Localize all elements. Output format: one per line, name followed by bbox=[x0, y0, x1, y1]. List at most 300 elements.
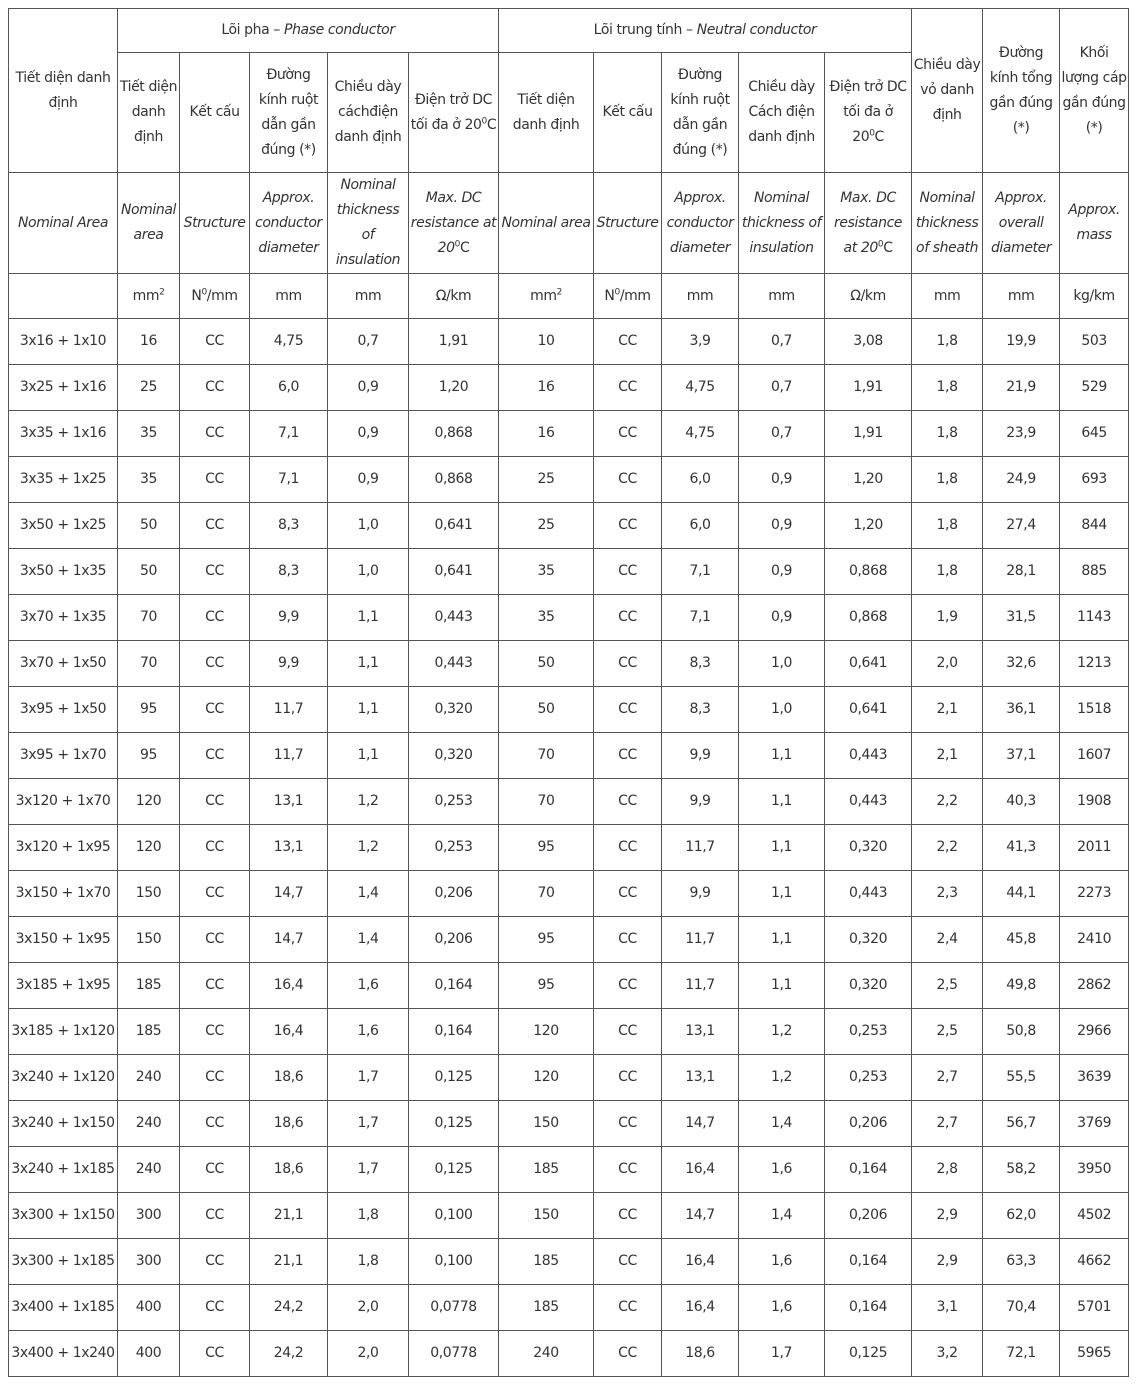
cell-overall-diameter: 72,1 bbox=[983, 1331, 1060, 1377]
cell-overall-diameter: 23,9 bbox=[983, 411, 1060, 457]
cell-sheath-thickness: 1,8 bbox=[912, 503, 983, 549]
cell-phase-insulation: 0,9 bbox=[328, 365, 409, 411]
cell-phase-insulation: 0,9 bbox=[328, 457, 409, 503]
cell-neutral-area: 185 bbox=[499, 1285, 594, 1331]
cell-neutral-insulation: 0,9 bbox=[739, 457, 825, 503]
cell-overall-diameter: 36,1 bbox=[983, 687, 1060, 733]
cell-phase-area: 70 bbox=[118, 641, 180, 687]
table-row bbox=[9, 1147, 1129, 1193]
cell-cable-size: 3x35 + 1x25 bbox=[9, 457, 118, 503]
table-row bbox=[9, 1101, 1129, 1147]
header-phase-diameter-en: Approx. conductor diameter bbox=[250, 173, 328, 274]
table-row bbox=[9, 733, 1129, 779]
cell-mass: 885 bbox=[1060, 549, 1129, 595]
cell-cable-size: 3x70 + 1x35 bbox=[9, 595, 118, 641]
cell-overall-diameter: 49,8 bbox=[983, 963, 1060, 1009]
cell-mass: 1213 bbox=[1060, 641, 1129, 687]
header-mass-en: Approx. mass bbox=[1060, 173, 1129, 274]
cell-sheath-thickness: 1,8 bbox=[912, 457, 983, 503]
cell-neutral-insulation: 0,9 bbox=[739, 503, 825, 549]
cell-neutral-structure: CC bbox=[594, 411, 662, 457]
header-neutral-diameter-vi: Đường kính ruột dẫn gần đúng (*) bbox=[662, 53, 739, 173]
cell-mass: 5965 bbox=[1060, 1331, 1129, 1377]
cell-mass: 503 bbox=[1060, 319, 1129, 365]
unit-neutral-insulation: mm bbox=[739, 274, 825, 319]
cell-phase-resistance: 0,320 bbox=[409, 733, 499, 779]
cell-phase-diameter: 8,3 bbox=[250, 503, 328, 549]
cell-phase-resistance: 0,641 bbox=[409, 549, 499, 595]
cell-neutral-diameter: 18,6 bbox=[662, 1331, 739, 1377]
table-row bbox=[9, 1285, 1129, 1331]
cell-mass: 1143 bbox=[1060, 595, 1129, 641]
cell-neutral-area: 50 bbox=[499, 641, 594, 687]
cell-neutral-diameter: 8,3 bbox=[662, 687, 739, 733]
cell-neutral-resistance: 0,443 bbox=[825, 871, 912, 917]
cell-cable-size: 3x50 + 1x25 bbox=[9, 503, 118, 549]
cell-phase-structure: CC bbox=[180, 1239, 250, 1285]
cell-mass: 645 bbox=[1060, 411, 1129, 457]
cell-phase-resistance: 0,100 bbox=[409, 1193, 499, 1239]
cell-phase-structure: CC bbox=[180, 963, 250, 1009]
cell-phase-resistance: 0,206 bbox=[409, 871, 499, 917]
cell-neutral-area: 35 bbox=[499, 595, 594, 641]
cell-neutral-diameter: 7,1 bbox=[662, 549, 739, 595]
cell-phase-diameter: 8,3 bbox=[250, 549, 328, 595]
cell-phase-diameter: 9,9 bbox=[250, 641, 328, 687]
cell-neutral-structure: CC bbox=[594, 687, 662, 733]
cell-neutral-structure: CC bbox=[594, 503, 662, 549]
cell-neutral-insulation: 0,7 bbox=[739, 319, 825, 365]
cell-mass: 3769 bbox=[1060, 1101, 1129, 1147]
header-en-row bbox=[9, 173, 1129, 274]
header-phase-insulation-en: Nominal thickness of insulation bbox=[328, 173, 409, 274]
cell-neutral-insulation: 1,1 bbox=[739, 779, 825, 825]
header-area-vi: Tiết diện danh định bbox=[9, 9, 118, 173]
cell-phase-resistance: 0,0778 bbox=[409, 1331, 499, 1377]
cell-phase-insulation: 1,7 bbox=[328, 1101, 409, 1147]
table-row bbox=[9, 963, 1129, 1009]
cell-neutral-resistance: 0,125 bbox=[825, 1331, 912, 1377]
cell-phase-resistance: 0,0778 bbox=[409, 1285, 499, 1331]
cell-neutral-structure: CC bbox=[594, 1285, 662, 1331]
cell-neutral-resistance: 0,253 bbox=[825, 1055, 912, 1101]
cell-cable-size: 3x150 + 1x70 bbox=[9, 871, 118, 917]
cell-neutral-resistance: 0,164 bbox=[825, 1239, 912, 1285]
cell-cable-size: 3x120 + 1x70 bbox=[9, 779, 118, 825]
cell-overall-diameter: 58,2 bbox=[983, 1147, 1060, 1193]
table-row bbox=[9, 871, 1129, 917]
cell-phase-structure: CC bbox=[180, 871, 250, 917]
cell-phase-diameter: 14,7 bbox=[250, 917, 328, 963]
cell-phase-structure: CC bbox=[180, 1101, 250, 1147]
unit-phase-diameter: mm bbox=[250, 274, 328, 319]
cell-neutral-structure: CC bbox=[594, 1055, 662, 1101]
cell-sheath-thickness: 3,1 bbox=[912, 1285, 983, 1331]
cell-neutral-insulation: 1,1 bbox=[739, 733, 825, 779]
cell-phase-insulation: 1,6 bbox=[328, 963, 409, 1009]
header-phase-area-vi: Tiết diện danh định bbox=[118, 53, 180, 173]
cell-overall-diameter: 24,9 bbox=[983, 457, 1060, 503]
cell-neutral-insulation: 1,6 bbox=[739, 1285, 825, 1331]
cell-phase-resistance: 0,125 bbox=[409, 1055, 499, 1101]
table-row bbox=[9, 457, 1129, 503]
cell-sheath-thickness: 2,2 bbox=[912, 779, 983, 825]
cell-cable-size: 3x70 + 1x50 bbox=[9, 641, 118, 687]
cell-neutral-diameter: 16,4 bbox=[662, 1239, 739, 1285]
cell-phase-structure: CC bbox=[180, 549, 250, 595]
cell-cable-size: 3x95 + 1x50 bbox=[9, 687, 118, 733]
cell-neutral-area: 25 bbox=[499, 503, 594, 549]
header-phase-diameter-vi: Đường kính ruột dẫn gần đúng (*) bbox=[250, 53, 328, 173]
cell-neutral-area: 150 bbox=[499, 1101, 594, 1147]
cell-neutral-diameter: 9,9 bbox=[662, 779, 739, 825]
cell-mass: 3639 bbox=[1060, 1055, 1129, 1101]
cell-phase-area: 400 bbox=[118, 1285, 180, 1331]
unit-phase-structure: $N^0/mm$ bbox=[180, 274, 250, 319]
cell-phase-diameter: 13,1 bbox=[250, 825, 328, 871]
cell-overall-diameter: 70,4 bbox=[983, 1285, 1060, 1331]
cell-sheath-thickness: 2,0 bbox=[912, 641, 983, 687]
cell-neutral-insulation: 1,4 bbox=[739, 1193, 825, 1239]
table-row bbox=[9, 411, 1129, 457]
header-phase-resistance-vi: Điện trở DC tối đa ở $20^0C$ bbox=[409, 53, 499, 173]
cell-overall-diameter: 40,3 bbox=[983, 779, 1060, 825]
cell-overall-diameter: 21,9 bbox=[983, 365, 1060, 411]
cell-cable-size: 3x150 + 1x95 bbox=[9, 917, 118, 963]
cell-phase-structure: CC bbox=[180, 825, 250, 871]
cell-phase-resistance: 0,253 bbox=[409, 825, 499, 871]
cell-neutral-diameter: 3,9 bbox=[662, 319, 739, 365]
cell-neutral-structure: CC bbox=[594, 1331, 662, 1377]
cell-phase-resistance: 0,164 bbox=[409, 963, 499, 1009]
cell-neutral-diameter: 9,9 bbox=[662, 733, 739, 779]
cell-phase-diameter: 4,75 bbox=[250, 319, 328, 365]
cell-phase-structure: CC bbox=[180, 1285, 250, 1331]
cell-phase-area: 95 bbox=[118, 733, 180, 779]
cell-neutral-resistance: 0,320 bbox=[825, 917, 912, 963]
cell-phase-resistance: 0,443 bbox=[409, 595, 499, 641]
cell-neutral-insulation: 1,7 bbox=[739, 1331, 825, 1377]
table-row bbox=[9, 503, 1129, 549]
cell-neutral-resistance: 1,20 bbox=[825, 503, 912, 549]
cell-phase-area: 95 bbox=[118, 687, 180, 733]
cell-neutral-area: 120 bbox=[499, 1055, 594, 1101]
cell-phase-area: 150 bbox=[118, 871, 180, 917]
cell-cable-size: 3x240 + 1x185 bbox=[9, 1147, 118, 1193]
cell-cable-size: 3x50 + 1x35 bbox=[9, 549, 118, 595]
cell-neutral-insulation: 1,4 bbox=[739, 1101, 825, 1147]
cell-neutral-area: 70 bbox=[499, 733, 594, 779]
cell-neutral-diameter: 11,7 bbox=[662, 825, 739, 871]
cell-mass: 2966 bbox=[1060, 1009, 1129, 1055]
cell-phase-area: 240 bbox=[118, 1147, 180, 1193]
cell-neutral-insulation: 1,2 bbox=[739, 1009, 825, 1055]
cell-phase-insulation: 2,0 bbox=[328, 1285, 409, 1331]
cell-phase-area: 70 bbox=[118, 595, 180, 641]
cell-phase-insulation: 1,4 bbox=[328, 871, 409, 917]
header-neutral-resistance-vi: Điện trở DC tối đa ở $20^0C$ bbox=[825, 53, 912, 173]
cell-phase-resistance: 0,443 bbox=[409, 641, 499, 687]
cell-neutral-structure: CC bbox=[594, 365, 662, 411]
cell-neutral-resistance: 0,320 bbox=[825, 825, 912, 871]
cell-cable-size: 3x120 + 1x95 bbox=[9, 825, 118, 871]
cell-neutral-insulation: 1,0 bbox=[739, 641, 825, 687]
unit-neutral-resistance: Ω/km bbox=[825, 274, 912, 319]
cell-neutral-diameter: 13,1 bbox=[662, 1055, 739, 1101]
cell-mass: 2011 bbox=[1060, 825, 1129, 871]
cell-phase-resistance: 1,20 bbox=[409, 365, 499, 411]
cell-phase-insulation: 1,2 bbox=[328, 779, 409, 825]
table-row bbox=[9, 1239, 1129, 1285]
cell-cable-size: 3x240 + 1x120 bbox=[9, 1055, 118, 1101]
header-neutral-insulation-en: Nominal thickness of insulation bbox=[739, 173, 825, 274]
table-row bbox=[9, 917, 1129, 963]
header-neutral-area-en: Nominal area bbox=[499, 173, 594, 274]
unit-phase-resistance: Ω/km bbox=[409, 274, 499, 319]
cell-phase-insulation: 1,7 bbox=[328, 1147, 409, 1193]
cell-neutral-resistance: 0,253 bbox=[825, 1009, 912, 1055]
cell-overall-diameter: 31,5 bbox=[983, 595, 1060, 641]
cell-neutral-resistance: 0,206 bbox=[825, 1193, 912, 1239]
table-row bbox=[9, 1193, 1129, 1239]
table-row bbox=[9, 687, 1129, 733]
cell-sheath-thickness: 2,9 bbox=[912, 1193, 983, 1239]
header-phase-structure-vi: Kết cấu bbox=[180, 53, 250, 173]
cell-neutral-diameter: 9,9 bbox=[662, 871, 739, 917]
header-mass-vi: Khối lượng cáp gần đúng (*) bbox=[1060, 9, 1129, 173]
cell-sheath-thickness: 2,7 bbox=[912, 1101, 983, 1147]
cable-spec-table-container bbox=[8, 8, 1129, 1377]
cell-sheath-thickness: 2,1 bbox=[912, 687, 983, 733]
cell-sheath-thickness: 1,8 bbox=[912, 365, 983, 411]
cell-sheath-thickness: 2,3 bbox=[912, 871, 983, 917]
cell-cable-size: 3x400 + 1x185 bbox=[9, 1285, 118, 1331]
header-phase-area-en: Nominal area bbox=[118, 173, 180, 274]
cell-cable-size: 3x300 + 1x185 bbox=[9, 1239, 118, 1285]
cell-neutral-insulation: 1,2 bbox=[739, 1055, 825, 1101]
cell-overall-diameter: 28,1 bbox=[983, 549, 1060, 595]
table-row bbox=[9, 1055, 1129, 1101]
cell-phase-diameter: 18,6 bbox=[250, 1055, 328, 1101]
table-row bbox=[9, 365, 1129, 411]
cell-sheath-thickness: 2,5 bbox=[912, 1009, 983, 1055]
cell-phase-structure: CC bbox=[180, 319, 250, 365]
cell-neutral-resistance: 0,868 bbox=[825, 549, 912, 595]
cell-phase-area: 35 bbox=[118, 411, 180, 457]
cell-phase-area: 120 bbox=[118, 779, 180, 825]
table-row bbox=[9, 825, 1129, 871]
cell-overall-diameter: 45,8 bbox=[983, 917, 1060, 963]
cell-phase-resistance: 0,125 bbox=[409, 1101, 499, 1147]
cell-phase-area: 240 bbox=[118, 1101, 180, 1147]
cell-phase-insulation: 0,7 bbox=[328, 319, 409, 365]
header-units-row bbox=[9, 274, 1129, 319]
header-phase-structure-en: Structure bbox=[180, 173, 250, 274]
cell-overall-diameter: 62,0 bbox=[983, 1193, 1060, 1239]
cell-phase-area: 35 bbox=[118, 457, 180, 503]
cell-phase-diameter: 11,7 bbox=[250, 733, 328, 779]
cell-phase-diameter: 18,6 bbox=[250, 1147, 328, 1193]
cell-neutral-structure: CC bbox=[594, 917, 662, 963]
cell-phase-resistance: 1,91 bbox=[409, 319, 499, 365]
cell-overall-diameter: 63,3 bbox=[983, 1239, 1060, 1285]
cell-phase-insulation: 0,9 bbox=[328, 411, 409, 457]
cell-mass: 2410 bbox=[1060, 917, 1129, 963]
table-row bbox=[9, 319, 1129, 365]
cell-mass: 1607 bbox=[1060, 733, 1129, 779]
cell-neutral-area: 95 bbox=[499, 825, 594, 871]
cell-neutral-area: 95 bbox=[499, 963, 594, 1009]
cell-neutral-diameter: 4,75 bbox=[662, 411, 739, 457]
cell-neutral-area: 95 bbox=[499, 917, 594, 963]
cell-phase-structure: CC bbox=[180, 1331, 250, 1377]
cell-neutral-resistance: 0,443 bbox=[825, 779, 912, 825]
cell-neutral-structure: CC bbox=[594, 457, 662, 503]
cell-neutral-area: 70 bbox=[499, 871, 594, 917]
cell-neutral-diameter: 11,7 bbox=[662, 917, 739, 963]
header-neutral-resistance-en: Max. DC resistance at $20^0C$ bbox=[825, 173, 912, 274]
cell-neutral-resistance: 0,868 bbox=[825, 595, 912, 641]
cell-neutral-diameter: 16,4 bbox=[662, 1285, 739, 1331]
cell-phase-resistance: 0,164 bbox=[409, 1009, 499, 1055]
cell-phase-diameter: 24,2 bbox=[250, 1331, 328, 1377]
cell-neutral-insulation: 1,0 bbox=[739, 687, 825, 733]
header-overall-vi: Đường kính tổng gần đúng (*) bbox=[983, 9, 1060, 173]
header-neutral-area-vi: Tiết diện danh định bbox=[499, 53, 594, 173]
cell-cable-size: 3x16 + 1x10 bbox=[9, 319, 118, 365]
cell-phase-insulation: 1,0 bbox=[328, 549, 409, 595]
cell-neutral-diameter: 14,7 bbox=[662, 1193, 739, 1239]
cell-phase-insulation: 1,7 bbox=[328, 1055, 409, 1101]
cell-phase-diameter: 16,4 bbox=[250, 963, 328, 1009]
cell-neutral-structure: CC bbox=[594, 871, 662, 917]
cell-mass: 693 bbox=[1060, 457, 1129, 503]
cell-sheath-thickness: 2,1 bbox=[912, 733, 983, 779]
cell-cable-size: 3x35 + 1x16 bbox=[9, 411, 118, 457]
cell-neutral-resistance: 1,20 bbox=[825, 457, 912, 503]
unit-phase-insulation: mm bbox=[328, 274, 409, 319]
cell-phase-diameter: 11,7 bbox=[250, 687, 328, 733]
unit-neutral-diameter: mm bbox=[662, 274, 739, 319]
cell-neutral-resistance: 3,08 bbox=[825, 319, 912, 365]
cell-neutral-insulation: 0,7 bbox=[739, 365, 825, 411]
header-neutral-insulation-vi: Chiều dày Cách điện danh định bbox=[739, 53, 825, 173]
cell-overall-diameter: 37,1 bbox=[983, 733, 1060, 779]
cell-neutral-diameter: 6,0 bbox=[662, 503, 739, 549]
header-group-row bbox=[9, 9, 1129, 53]
table-row bbox=[9, 549, 1129, 595]
cell-neutral-diameter: 7,1 bbox=[662, 595, 739, 641]
cell-neutral-resistance: 1,91 bbox=[825, 365, 912, 411]
unit-neutral-structure: $N^0/mm$ bbox=[594, 274, 662, 319]
cell-neutral-area: 150 bbox=[499, 1193, 594, 1239]
cell-cable-size: 3x185 + 1x95 bbox=[9, 963, 118, 1009]
unit-phase-area: $mm^2$ bbox=[118, 274, 180, 319]
cell-phase-diameter: 18,6 bbox=[250, 1101, 328, 1147]
cell-phase-insulation: 1,6 bbox=[328, 1009, 409, 1055]
cell-sheath-thickness: 2,9 bbox=[912, 1239, 983, 1285]
cell-neutral-structure: CC bbox=[594, 825, 662, 871]
cell-phase-insulation: 2,0 bbox=[328, 1331, 409, 1377]
cell-neutral-resistance: 0,443 bbox=[825, 733, 912, 779]
cell-cable-size: 3x300 + 1x150 bbox=[9, 1193, 118, 1239]
cell-phase-resistance: 0,868 bbox=[409, 457, 499, 503]
header-phase-group: Lõi pha – Phase conductor bbox=[118, 9, 499, 53]
cell-neutral-insulation: 1,1 bbox=[739, 963, 825, 1009]
cell-phase-diameter: 7,1 bbox=[250, 411, 328, 457]
cell-phase-insulation: 1,8 bbox=[328, 1239, 409, 1285]
cell-phase-diameter: 9,9 bbox=[250, 595, 328, 641]
cell-phase-resistance: 0,206 bbox=[409, 917, 499, 963]
cell-neutral-diameter: 6,0 bbox=[662, 457, 739, 503]
unit-mass: kg/km bbox=[1060, 274, 1129, 319]
cell-neutral-area: 120 bbox=[499, 1009, 594, 1055]
cell-sheath-thickness: 1,8 bbox=[912, 319, 983, 365]
header-neutral-structure-vi: Kết cấu bbox=[594, 53, 662, 173]
cell-neutral-resistance: 0,641 bbox=[825, 687, 912, 733]
cell-sheath-thickness: 3,2 bbox=[912, 1331, 983, 1377]
cell-sheath-thickness: 1,8 bbox=[912, 549, 983, 595]
cell-neutral-area: 70 bbox=[499, 779, 594, 825]
header-neutral-structure-en: Structure bbox=[594, 173, 662, 274]
cell-sheath-thickness: 2,7 bbox=[912, 1055, 983, 1101]
cell-phase-area: 185 bbox=[118, 1009, 180, 1055]
cable-spec-table bbox=[8, 8, 1129, 1377]
cell-neutral-diameter: 8,3 bbox=[662, 641, 739, 687]
cell-phase-area: 300 bbox=[118, 1239, 180, 1285]
cell-phase-diameter: 7,1 bbox=[250, 457, 328, 503]
cell-phase-insulation: 1,2 bbox=[328, 825, 409, 871]
cell-overall-diameter: 41,3 bbox=[983, 825, 1060, 871]
cell-mass: 5701 bbox=[1060, 1285, 1129, 1331]
cell-phase-diameter: 21,1 bbox=[250, 1239, 328, 1285]
cell-phase-diameter: 16,4 bbox=[250, 1009, 328, 1055]
header-phase-insulation-vi: Chiều dày cáchđiện danh định bbox=[328, 53, 409, 173]
cell-phase-structure: CC bbox=[180, 503, 250, 549]
cell-neutral-area: 50 bbox=[499, 687, 594, 733]
cell-neutral-resistance: 0,164 bbox=[825, 1147, 912, 1193]
cell-neutral-structure: CC bbox=[594, 1101, 662, 1147]
table-row bbox=[9, 1331, 1129, 1377]
cell-phase-structure: CC bbox=[180, 917, 250, 963]
cell-neutral-insulation: 0,9 bbox=[739, 595, 825, 641]
table-row bbox=[9, 641, 1129, 687]
cell-neutral-area: 16 bbox=[499, 411, 594, 457]
cell-overall-diameter: 19,9 bbox=[983, 319, 1060, 365]
cell-neutral-insulation: 1,6 bbox=[739, 1147, 825, 1193]
cell-phase-insulation: 1,1 bbox=[328, 595, 409, 641]
cell-overall-diameter: 27,4 bbox=[983, 503, 1060, 549]
cell-phase-structure: CC bbox=[180, 457, 250, 503]
cell-neutral-structure: CC bbox=[594, 1239, 662, 1285]
cell-neutral-resistance: 0,206 bbox=[825, 1101, 912, 1147]
cell-phase-area: 50 bbox=[118, 549, 180, 595]
cell-mass: 1518 bbox=[1060, 687, 1129, 733]
cell-phase-diameter: 6,0 bbox=[250, 365, 328, 411]
cell-neutral-resistance: 1,91 bbox=[825, 411, 912, 457]
cell-neutral-area: 16 bbox=[499, 365, 594, 411]
cell-phase-diameter: 14,7 bbox=[250, 871, 328, 917]
cell-neutral-area: 240 bbox=[499, 1331, 594, 1377]
cell-cable-size: 3x240 + 1x150 bbox=[9, 1101, 118, 1147]
cell-phase-structure: CC bbox=[180, 733, 250, 779]
cell-neutral-structure: CC bbox=[594, 595, 662, 641]
table-body bbox=[9, 319, 1129, 1377]
cell-neutral-structure: CC bbox=[594, 1009, 662, 1055]
unit-neutral-area: $mm^2$ bbox=[499, 274, 594, 319]
cell-phase-insulation: 1,0 bbox=[328, 503, 409, 549]
unit-sheath: mm bbox=[912, 274, 983, 319]
